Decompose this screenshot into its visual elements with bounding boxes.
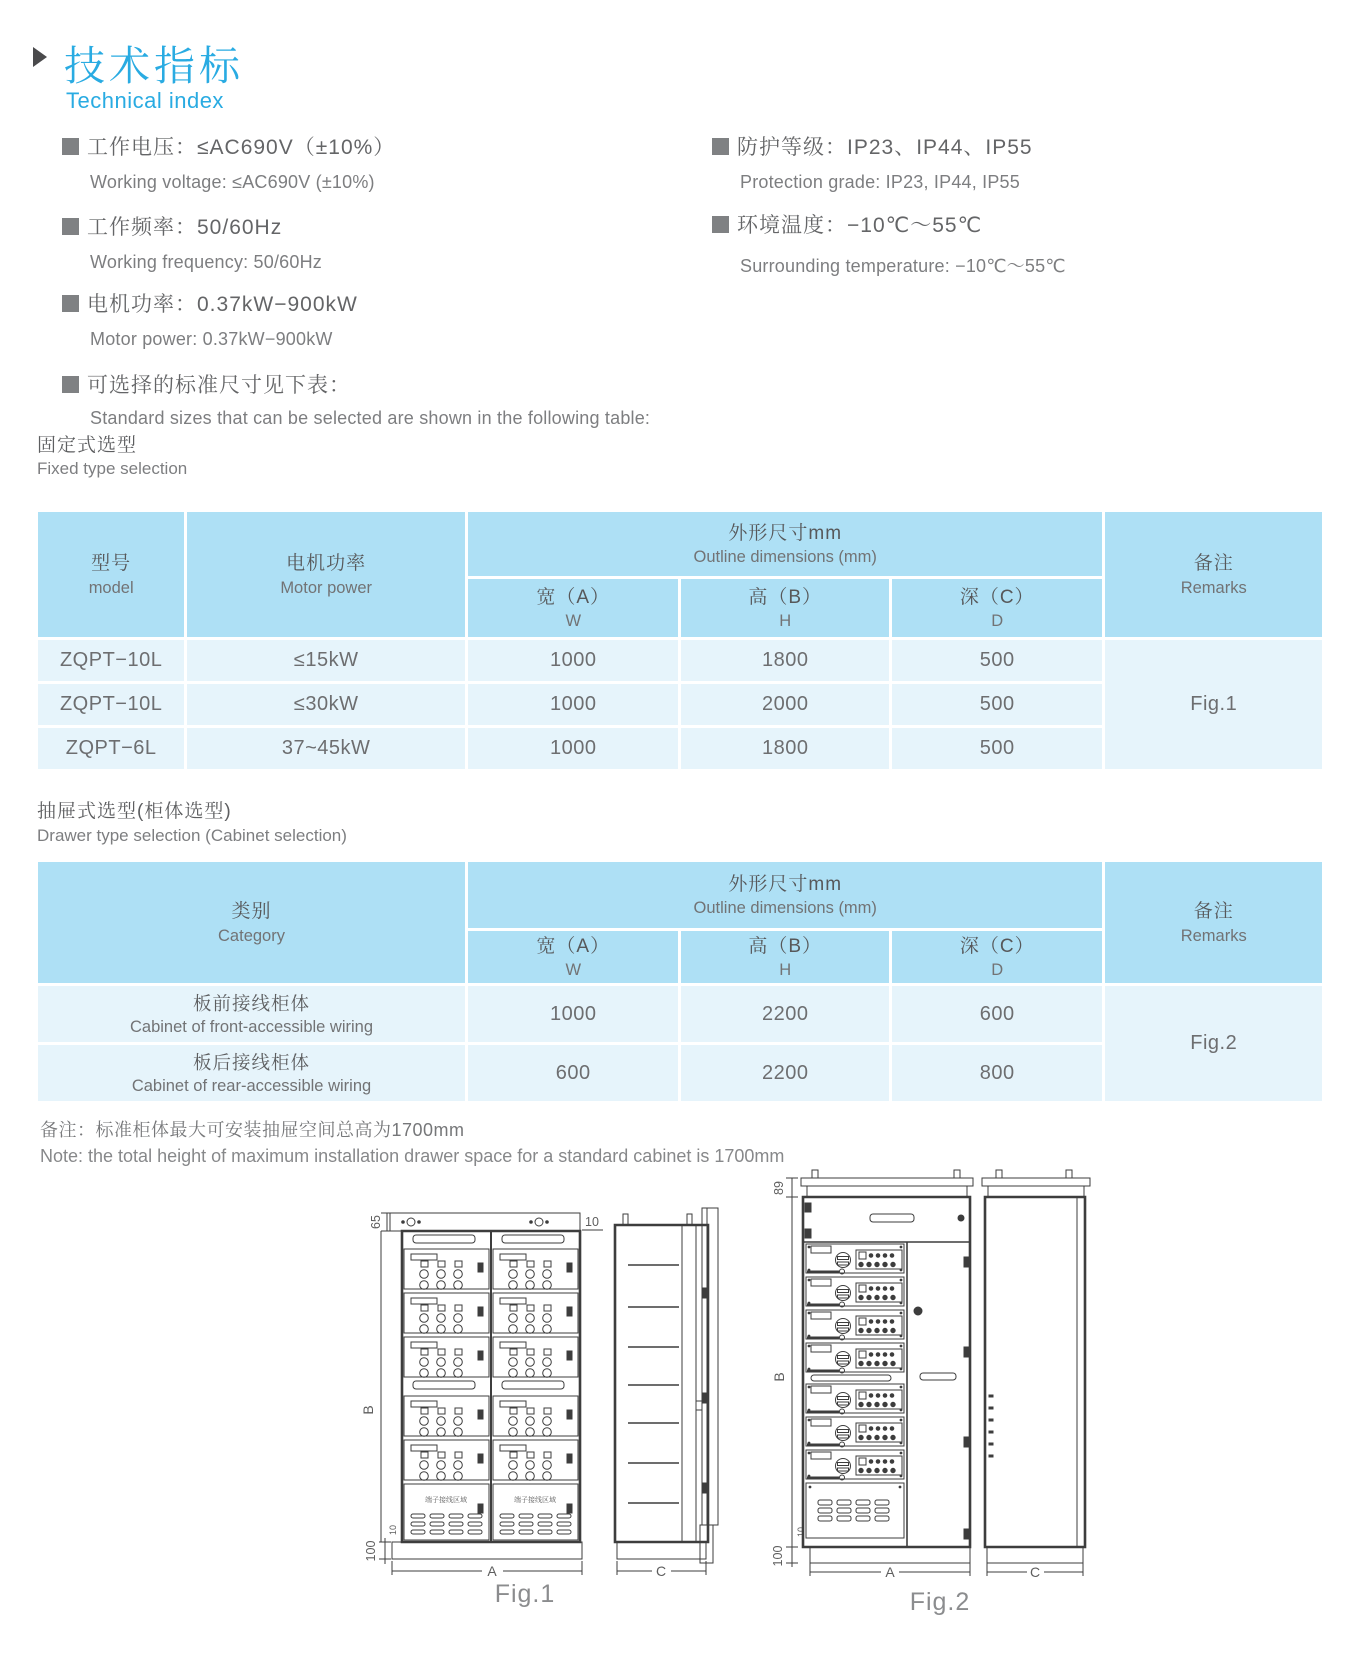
fig2-dim-height: B <box>771 1372 787 1382</box>
depth-cell: 500 <box>892 684 1103 725</box>
spec-protection-grade-zh: 防护等级：IP23、IP44、IP55 <box>712 131 1033 161</box>
square-bullet-icon <box>62 138 79 155</box>
square-bullet-icon <box>62 376 79 393</box>
spec-working-voltage-zh: 工作电压：≤AC690V（±10%） <box>62 131 395 161</box>
model-cell: ZQPT−10L <box>38 640 184 681</box>
table2-section-title-en: Drawer type selection (Cabinet selection) <box>37 826 347 845</box>
col-header-width: 宽（A） W <box>468 579 678 637</box>
col-header-height: 高（B） H <box>681 579 888 637</box>
page-title: 技术指标 <box>64 43 244 89</box>
spec-working-frequency-zh: 工作频率：50/60Hz <box>62 211 282 241</box>
fig1-dim-base-small: 10 <box>388 1524 398 1536</box>
col-header-height: 高（B） H <box>681 931 888 983</box>
model-cell: ZQPT−10L <box>38 684 184 725</box>
height-cell: 2200 <box>681 986 888 1042</box>
fig1-dim-width: A <box>487 1563 497 1579</box>
depth-cell: 500 <box>892 728 1103 769</box>
spec-working-frequency-en: Working frequency: 50/60Hz <box>90 252 322 272</box>
width-cell: 600 <box>468 1045 678 1101</box>
fig1-dim-depth: C <box>655 1563 667 1579</box>
remarks-cell: Fig.1 <box>1105 640 1322 769</box>
width-cell: 1000 <box>468 684 678 725</box>
fig2-dim-width: A <box>885 1564 895 1580</box>
fixed-type-selection-table <box>35 509 1325 772</box>
width-cell: 1000 <box>468 986 678 1042</box>
spec-motor-power-zh: 电机功率：0.37kW−900kW <box>62 288 358 318</box>
spec-surrounding-temperature-en: Surrounding temperature: −10℃～55℃ <box>740 256 1066 276</box>
power-cell: ≤30kW <box>187 684 465 725</box>
width-cell: 1000 <box>468 728 678 769</box>
table-row <box>38 986 1322 1042</box>
square-bullet-icon <box>62 218 79 235</box>
col-header-outline-dimensions: 外形尺寸mm Outline dimensions (mm) <box>468 512 1102 576</box>
fig2-dim-base-height: 100 <box>771 1545 785 1567</box>
depth-cell: 800 <box>892 1045 1103 1101</box>
width-cell: 1000 <box>468 640 678 681</box>
col-header-remarks: 备注 Remarks <box>1105 862 1322 983</box>
fig1-terminal-area-label: 端子接线区域 <box>425 1497 467 1504</box>
col-header-category: 类别 Category <box>38 862 465 983</box>
col-header-width: 宽（A） W <box>468 931 678 983</box>
page-subtitle: Technical index <box>66 88 224 113</box>
table-row <box>38 640 1322 681</box>
spec-surrounding-temperature-zh: 环境温度：−10℃～55℃ <box>712 209 982 239</box>
model-cell: ZQPT−6L <box>38 728 184 769</box>
spec-standard-sizes-en: Standard sizes that can be selected are shown in the following table: <box>90 408 651 428</box>
section-arrow-icon <box>33 47 47 67</box>
note-en: Note: the total height of maximum installation drawer space for a standard cabinet is 1700mm <box>40 1146 785 1166</box>
col-header-outline-dimensions: 外形尺寸mm Outline dimensions (mm) <box>468 862 1102 928</box>
fig2-technical-drawing <box>680 1115 1100 1590</box>
fig1-dim-height: B <box>360 1405 376 1415</box>
spec-standard-sizes-zh: 可选择的标准尺寸见下表： <box>62 369 351 399</box>
height-cell: 1800 <box>681 728 888 769</box>
fig2-dim-depth: C <box>1029 1564 1041 1580</box>
fig2-dim-cap-height: 89 <box>772 1181 786 1195</box>
square-bullet-icon <box>62 295 79 312</box>
table2-section-title-zh: 抽屉式选型(柜体选型) <box>37 801 232 822</box>
col-header-depth: 深（C） D <box>892 931 1103 983</box>
fig2-caption: Fig.2 <box>909 1588 971 1616</box>
depth-cell: 500 <box>892 640 1103 681</box>
category-cell: 板后接线柜体 Cabinet of rear-accessible wiring <box>38 1045 465 1101</box>
height-cell: 2200 <box>681 1045 888 1101</box>
depth-cell: 600 <box>892 986 1103 1042</box>
height-cell: 1800 <box>681 640 888 681</box>
fig1-dim-base-height: 100 <box>364 1540 378 1562</box>
square-bullet-icon <box>712 138 729 155</box>
col-header-remarks: 备注 Remarks <box>1105 512 1322 637</box>
fig1-terminal-area-label: 端子接线区域 <box>514 1497 556 1504</box>
power-cell: ≤15kW <box>187 640 465 681</box>
height-cell: 2000 <box>681 684 888 725</box>
col-header-depth: 深（C） D <box>892 579 1103 637</box>
fig2-dim-base-small: 10 <box>796 1526 806 1538</box>
table1-section-title-en: Fixed type selection <box>37 459 188 478</box>
fig1-caption: Fig.1 <box>494 1580 556 1608</box>
square-bullet-icon <box>712 216 729 233</box>
spec-protection-grade-en: Protection grade: IP23, IP44, IP55 <box>740 172 1020 192</box>
category-cell: 板前接线柜体 Cabinet of front-accessible wiring <box>38 986 465 1042</box>
spec-working-voltage-en: Working voltage: ≤AC690V (±10%) <box>90 172 375 192</box>
col-header-motor-power: 电机功率 Motor power <box>187 512 465 637</box>
table1-section-title-zh: 固定式选型 <box>37 435 138 456</box>
power-cell: 37~45kW <box>187 728 465 769</box>
remarks-cell: Fig.2 <box>1105 986 1322 1101</box>
fig1-technical-drawing <box>335 1148 715 1583</box>
fig1-dim-cap-height: 65 <box>369 1215 383 1229</box>
fig1-dim-top-right: 10 <box>585 1215 599 1229</box>
note-zh: 备注：标准柜体最大可安装抽屉空间总高为1700mm <box>40 1120 465 1140</box>
drawer-type-selection-table <box>35 859 1325 1104</box>
col-header-model: 型号 model <box>38 512 184 637</box>
spec-motor-power-en: Motor power: 0.37kW−900kW <box>90 329 333 349</box>
